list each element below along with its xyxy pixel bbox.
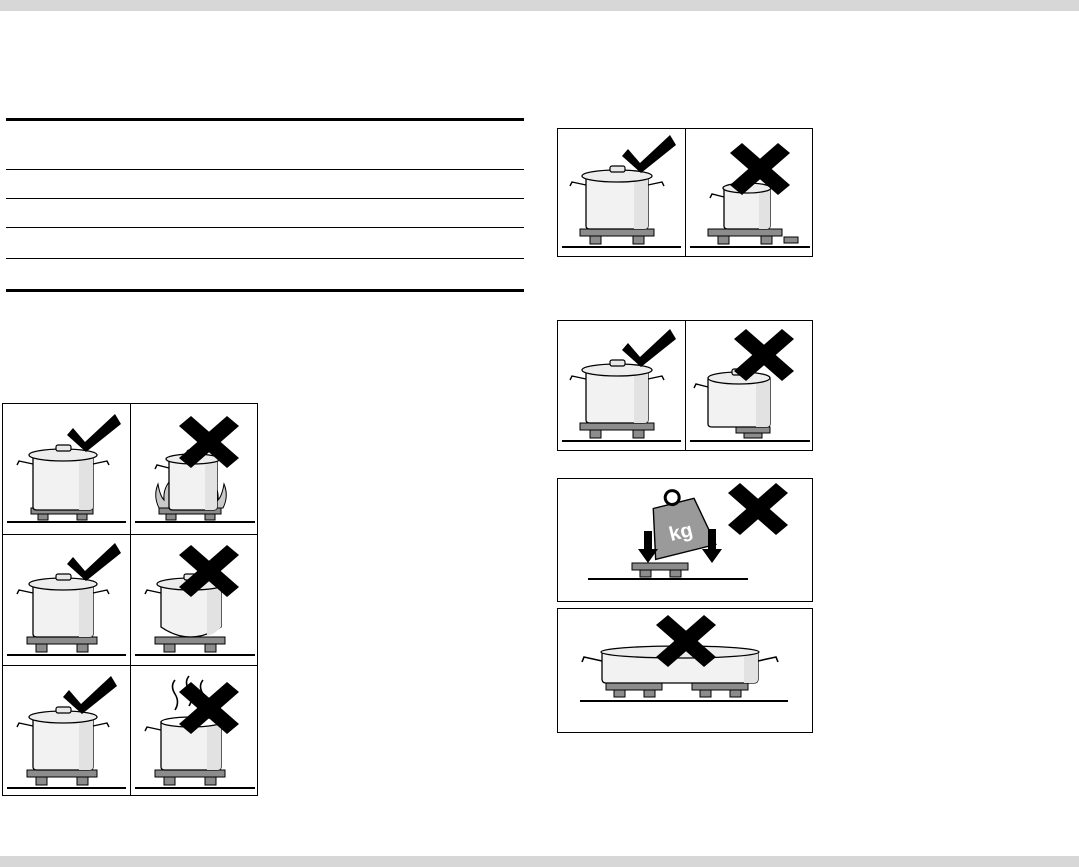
cookware-size-figure — [557, 128, 813, 257]
cross-mark-icon — [734, 329, 794, 381]
figure-cell-pot-size-ok — [558, 129, 685, 258]
figure-cell-pot-centred-ok — [558, 321, 685, 452]
figure-cell-pot-centred-ok — [3, 404, 130, 534]
check-mark-icon — [67, 414, 121, 452]
no-oversized-pan-figure — [557, 608, 813, 733]
page-bottom-band — [0, 856, 1079, 867]
figure-cell-flat-base-ok — [3, 535, 130, 665]
cookware-position-figure — [557, 320, 813, 451]
table-row — [6, 170, 524, 198]
figure-cell-pot-off-centre-no — [686, 321, 814, 452]
check-mark-icon — [622, 135, 676, 173]
cross-mark-icon — [728, 483, 788, 535]
table-row — [6, 199, 524, 227]
weight-label: kg — [666, 519, 695, 547]
figure-cell-warped-base-no — [131, 535, 259, 665]
table-row — [6, 228, 524, 258]
check-mark-icon — [67, 543, 121, 581]
table-bottom-border — [6, 289, 524, 292]
cookware-do-and-dont-left — [2, 403, 258, 796]
figure-cell-flames-up-sides-no — [131, 404, 259, 534]
table-row — [6, 121, 524, 169]
figure-cell-lid-off-no — [131, 666, 259, 797]
figure-cell-pot-too-small-no — [686, 129, 814, 258]
figure-cell-lid-on-ok — [3, 666, 130, 797]
no-heavy-weight-figure — [557, 478, 813, 602]
table-row — [6, 259, 524, 289]
page-top-band — [0, 0, 1079, 11]
check-mark-icon — [622, 329, 676, 367]
cookware-guidance-table — [6, 118, 524, 292]
